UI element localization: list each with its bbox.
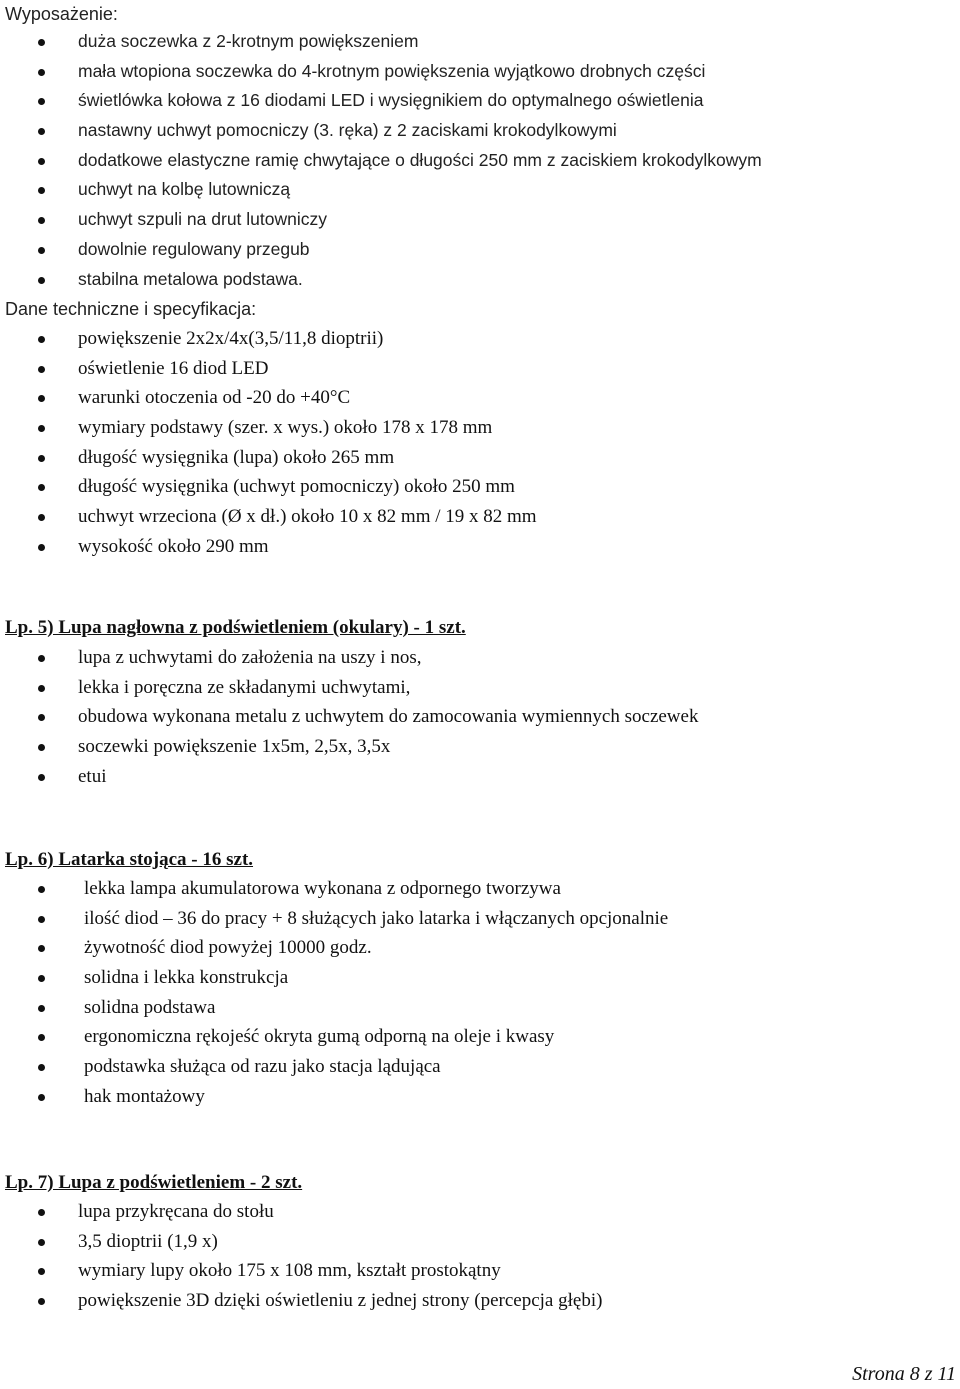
bullet-icon	[38, 277, 45, 284]
bullet-icon	[38, 655, 45, 662]
bullet-icon	[38, 916, 45, 923]
bullet-icon	[38, 217, 45, 224]
bullet-icon	[38, 685, 45, 692]
bullet-icon	[38, 886, 45, 893]
bullet-icon	[38, 98, 45, 105]
bullet-icon	[38, 336, 45, 343]
bullet-icon	[38, 187, 45, 194]
bullet-icon	[38, 1034, 45, 1041]
bullet-icon	[38, 69, 45, 76]
bullet-icon	[38, 1209, 45, 1216]
bullet-icon	[38, 425, 45, 432]
bullet-icon	[38, 945, 45, 952]
bullet-icon	[38, 1005, 45, 1012]
bullet-icon	[38, 395, 45, 402]
page-number: Strona 8 z 11	[852, 1363, 956, 1385]
bullet-icon	[38, 247, 45, 254]
bullet-icon	[38, 975, 45, 982]
lp6-heading: Lp. 6) Latarka stojąca - 16 szt.	[5, 849, 254, 870]
bullet-icon	[38, 39, 45, 46]
bullet-icon	[38, 714, 45, 721]
equipment-heading: Wyposażenie:	[5, 4, 118, 24]
lp7-heading: Lp. 7) Lupa z podświetleniem - 2 szt.	[5, 1172, 303, 1193]
bullet-icon	[38, 744, 45, 751]
bullet-icon	[38, 1239, 45, 1246]
bullet-icon	[38, 1268, 45, 1275]
bullet-icon	[38, 484, 45, 491]
bullet-icon	[38, 455, 45, 462]
bullet-icon	[38, 1094, 45, 1101]
bullet-icon	[38, 158, 45, 165]
specs-heading: Dane techniczne i specyfikacja:	[5, 299, 257, 319]
bullet-icon	[38, 128, 45, 135]
bullet-icon	[38, 514, 45, 521]
bullet-icon	[38, 1298, 45, 1305]
lp5-heading: Lp. 5) Lupa nagłowna z podświetleniem (okulary) - 1 szt.	[5, 617, 466, 638]
bullet-icon	[38, 544, 45, 551]
bullet-icon	[38, 366, 45, 373]
bullet-icon	[38, 1064, 45, 1071]
bullet-icon	[38, 774, 45, 781]
